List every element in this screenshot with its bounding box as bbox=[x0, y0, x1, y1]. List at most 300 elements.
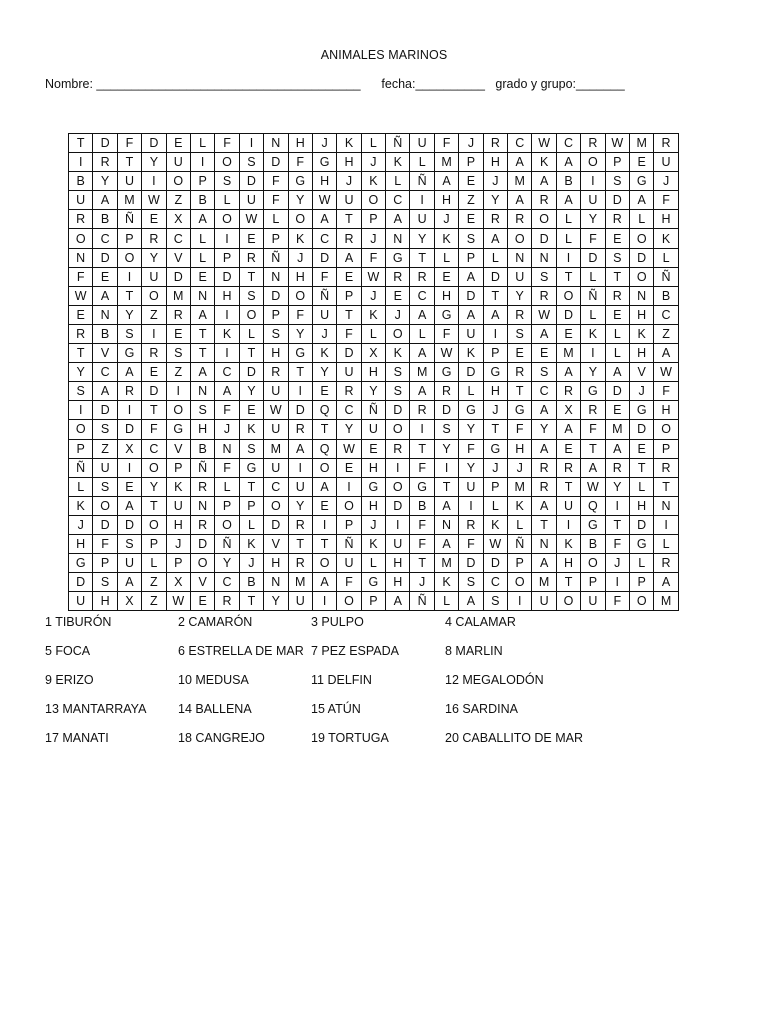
grid-cell[interactable]: R bbox=[142, 229, 166, 248]
grid-cell[interactable]: Ñ bbox=[117, 210, 141, 229]
grid-cell[interactable]: G bbox=[629, 401, 653, 420]
grid-cell[interactable]: J bbox=[629, 382, 653, 401]
grid-cell[interactable]: P bbox=[459, 248, 483, 267]
grid-cell[interactable]: F bbox=[581, 420, 605, 439]
grid-cell[interactable]: M bbox=[556, 344, 580, 363]
grid-cell[interactable]: Q bbox=[312, 439, 336, 458]
grid-cell[interactable]: Y bbox=[532, 420, 556, 439]
grid-cell[interactable]: K bbox=[69, 496, 93, 515]
grid-cell[interactable]: Y bbox=[312, 363, 336, 382]
grid-cell[interactable]: B bbox=[190, 439, 214, 458]
grid-cell[interactable]: J bbox=[386, 305, 410, 324]
grid-cell[interactable]: F bbox=[361, 248, 385, 267]
grid-cell[interactable]: X bbox=[166, 573, 190, 592]
grid-cell[interactable]: L bbox=[410, 153, 434, 172]
grid-cell[interactable]: R bbox=[288, 554, 312, 573]
grid-cell[interactable]: I bbox=[386, 515, 410, 534]
grid-cell[interactable]: N bbox=[264, 573, 288, 592]
grid-cell[interactable]: E bbox=[166, 324, 190, 343]
grid-cell[interactable]: X bbox=[117, 439, 141, 458]
grid-cell[interactable]: A bbox=[288, 439, 312, 458]
grid-cell[interactable]: G bbox=[629, 172, 653, 191]
grid-cell[interactable]: L bbox=[434, 592, 458, 611]
grid-cell[interactable]: Z bbox=[459, 191, 483, 210]
grid-cell[interactable]: S bbox=[264, 324, 288, 343]
grid-cell[interactable]: T bbox=[69, 344, 93, 363]
grid-cell[interactable]: J bbox=[361, 515, 385, 534]
grid-cell[interactable]: A bbox=[312, 210, 336, 229]
grid-cell[interactable]: O bbox=[215, 153, 239, 172]
grid-cell[interactable]: L bbox=[215, 477, 239, 496]
grid-cell[interactable]: D bbox=[629, 248, 653, 267]
grid-cell[interactable]: O bbox=[508, 573, 532, 592]
grid-cell[interactable]: T bbox=[629, 458, 653, 477]
grid-cell[interactable]: A bbox=[434, 534, 458, 553]
grid-cell[interactable]: A bbox=[93, 286, 117, 305]
grid-cell[interactable]: P bbox=[190, 172, 214, 191]
grid-cell[interactable]: S bbox=[605, 172, 629, 191]
grid-cell[interactable]: I bbox=[288, 382, 312, 401]
grid-cell[interactable]: G bbox=[166, 420, 190, 439]
grid-cell[interactable]: T bbox=[605, 267, 629, 286]
grid-cell[interactable]: V bbox=[264, 534, 288, 553]
grid-cell[interactable]: D bbox=[190, 534, 214, 553]
grid-cell[interactable]: O bbox=[215, 210, 239, 229]
grid-cell[interactable]: D bbox=[605, 191, 629, 210]
grid-cell[interactable]: I bbox=[117, 401, 141, 420]
grid-cell[interactable]: G bbox=[361, 573, 385, 592]
grid-cell[interactable]: L bbox=[605, 324, 629, 343]
grid-cell[interactable]: K bbox=[215, 324, 239, 343]
grid-cell[interactable]: J bbox=[215, 420, 239, 439]
grid-cell[interactable]: A bbox=[556, 153, 580, 172]
grid-cell[interactable]: L bbox=[629, 210, 653, 229]
grid-cell[interactable]: U bbox=[117, 554, 141, 573]
grid-cell[interactable]: J bbox=[459, 134, 483, 153]
grid-cell[interactable]: S bbox=[239, 439, 263, 458]
grid-cell[interactable]: Ñ bbox=[508, 534, 532, 553]
grid-cell[interactable]: Ñ bbox=[410, 592, 434, 611]
grid-cell[interactable]: R bbox=[581, 134, 605, 153]
grid-cell[interactable]: A bbox=[434, 172, 458, 191]
grid-cell[interactable]: E bbox=[361, 439, 385, 458]
grid-cell[interactable]: N bbox=[532, 534, 556, 553]
grid-cell[interactable]: Y bbox=[434, 439, 458, 458]
grid-cell[interactable]: B bbox=[556, 172, 580, 191]
grid-cell[interactable]: I bbox=[117, 458, 141, 477]
grid-cell[interactable]: L bbox=[361, 134, 385, 153]
grid-cell[interactable]: L bbox=[190, 229, 214, 248]
grid-cell[interactable]: P bbox=[264, 229, 288, 248]
grid-cell[interactable]: G bbox=[483, 363, 507, 382]
grid-cell[interactable]: G bbox=[288, 172, 312, 191]
grid-cell[interactable]: A bbox=[508, 191, 532, 210]
grid-cell[interactable]: R bbox=[288, 420, 312, 439]
grid-cell[interactable]: Z bbox=[142, 592, 166, 611]
grid-cell[interactable]: L bbox=[69, 477, 93, 496]
grid-cell[interactable]: U bbox=[508, 267, 532, 286]
grid-cell[interactable]: Ñ bbox=[312, 286, 336, 305]
grid-cell[interactable]: L bbox=[629, 477, 653, 496]
grid-cell[interactable]: D bbox=[459, 286, 483, 305]
grid-cell[interactable]: U bbox=[166, 496, 190, 515]
grid-cell[interactable]: C bbox=[556, 134, 580, 153]
grid-cell[interactable]: A bbox=[532, 172, 556, 191]
grid-cell[interactable]: R bbox=[337, 229, 361, 248]
grid-cell[interactable]: Y bbox=[288, 324, 312, 343]
grid-cell[interactable]: R bbox=[508, 210, 532, 229]
grid-cell[interactable]: P bbox=[508, 554, 532, 573]
grid-cell[interactable]: O bbox=[337, 592, 361, 611]
grid-cell[interactable]: D bbox=[288, 401, 312, 420]
grid-cell[interactable]: A bbox=[532, 401, 556, 420]
grid-cell[interactable]: J bbox=[410, 573, 434, 592]
grid-cell[interactable]: F bbox=[654, 191, 678, 210]
grid-cell[interactable]: Y bbox=[117, 305, 141, 324]
grid-cell[interactable]: K bbox=[312, 344, 336, 363]
grid-cell[interactable]: E bbox=[166, 134, 190, 153]
grid-cell[interactable]: Y bbox=[581, 210, 605, 229]
grid-cell[interactable]: E bbox=[312, 382, 336, 401]
grid-cell[interactable]: H bbox=[337, 153, 361, 172]
grid-cell[interactable]: R bbox=[142, 344, 166, 363]
grid-cell[interactable]: R bbox=[508, 305, 532, 324]
grid-cell[interactable]: N bbox=[190, 286, 214, 305]
grid-cell[interactable]: F bbox=[581, 229, 605, 248]
grid-cell[interactable]: F bbox=[264, 191, 288, 210]
grid-cell[interactable]: T bbox=[117, 286, 141, 305]
grid-cell[interactable]: P bbox=[483, 344, 507, 363]
grid-cell[interactable]: E bbox=[117, 477, 141, 496]
grid-cell[interactable]: B bbox=[654, 286, 678, 305]
grid-cell[interactable]: Z bbox=[166, 363, 190, 382]
grid-cell[interactable]: R bbox=[556, 458, 580, 477]
grid-cell[interactable]: A bbox=[605, 439, 629, 458]
grid-cell[interactable]: Ñ bbox=[361, 401, 385, 420]
grid-cell[interactable]: A bbox=[117, 496, 141, 515]
grid-cell[interactable]: S bbox=[459, 229, 483, 248]
grid-cell[interactable]: A bbox=[605, 363, 629, 382]
name-field[interactable]: Nombre: ______________________________________ bbox=[45, 77, 361, 91]
grid-cell[interactable]: A bbox=[410, 382, 434, 401]
grid-cell[interactable]: P bbox=[69, 439, 93, 458]
grid-cell[interactable]: A bbox=[410, 305, 434, 324]
grid-cell[interactable]: P bbox=[166, 458, 190, 477]
grid-cell[interactable]: W bbox=[361, 267, 385, 286]
grid-cell[interactable]: L bbox=[483, 248, 507, 267]
grid-cell[interactable]: U bbox=[337, 191, 361, 210]
grid-cell[interactable]: O bbox=[312, 554, 336, 573]
grid-cell[interactable]: E bbox=[629, 439, 653, 458]
grid-cell[interactable]: Y bbox=[337, 420, 361, 439]
grid-cell[interactable]: E bbox=[556, 439, 580, 458]
grid-cell[interactable]: R bbox=[93, 153, 117, 172]
grid-cell[interactable]: G bbox=[288, 344, 312, 363]
grid-cell[interactable]: O bbox=[288, 286, 312, 305]
grid-cell[interactable]: E bbox=[434, 267, 458, 286]
grid-cell[interactable]: S bbox=[459, 573, 483, 592]
grid-cell[interactable]: C bbox=[215, 363, 239, 382]
grid-cell[interactable]: I bbox=[117, 267, 141, 286]
grid-cell[interactable]: A bbox=[654, 573, 678, 592]
grid-cell[interactable]: T bbox=[581, 439, 605, 458]
grid-cell[interactable]: E bbox=[556, 324, 580, 343]
grid-cell[interactable]: U bbox=[386, 534, 410, 553]
grid-cell[interactable]: F bbox=[337, 573, 361, 592]
grid-cell[interactable]: O bbox=[69, 229, 93, 248]
grid-cell[interactable]: L bbox=[386, 172, 410, 191]
grid-cell[interactable]: I bbox=[312, 515, 336, 534]
grid-cell[interactable]: I bbox=[386, 458, 410, 477]
grid-cell[interactable]: T bbox=[434, 477, 458, 496]
grid-cell[interactable]: D bbox=[483, 554, 507, 573]
grid-cell[interactable]: P bbox=[239, 496, 263, 515]
grid-cell[interactable]: I bbox=[190, 153, 214, 172]
grid-cell[interactable]: K bbox=[654, 229, 678, 248]
grid-cell[interactable]: W bbox=[312, 191, 336, 210]
grid-cell[interactable]: D bbox=[93, 134, 117, 153]
grid-cell[interactable]: P bbox=[117, 229, 141, 248]
grid-cell[interactable]: H bbox=[386, 573, 410, 592]
grid-cell[interactable]: O bbox=[312, 458, 336, 477]
grid-cell[interactable]: O bbox=[215, 515, 239, 534]
grid-cell[interactable]: A bbox=[312, 477, 336, 496]
grid-cell[interactable]: E bbox=[239, 229, 263, 248]
grid-cell[interactable]: I bbox=[581, 344, 605, 363]
grid-cell[interactable]: P bbox=[361, 210, 385, 229]
grid-cell[interactable]: P bbox=[215, 496, 239, 515]
grid-cell[interactable]: A bbox=[459, 305, 483, 324]
grid-cell[interactable]: Z bbox=[166, 191, 190, 210]
grid-cell[interactable]: E bbox=[337, 267, 361, 286]
grid-cell[interactable]: C bbox=[166, 229, 190, 248]
grid-cell[interactable]: A bbox=[532, 554, 556, 573]
grid-cell[interactable]: E bbox=[190, 592, 214, 611]
grid-cell[interactable]: B bbox=[410, 496, 434, 515]
grid-cell[interactable]: R bbox=[483, 134, 507, 153]
grid-cell[interactable]: S bbox=[239, 153, 263, 172]
grid-cell[interactable]: K bbox=[434, 229, 458, 248]
grid-cell[interactable]: Ñ bbox=[190, 458, 214, 477]
grid-cell[interactable]: T bbox=[337, 210, 361, 229]
grid-cell[interactable]: L bbox=[239, 324, 263, 343]
grid-cell[interactable]: D bbox=[581, 248, 605, 267]
grid-cell[interactable]: T bbox=[142, 496, 166, 515]
grid-cell[interactable]: Ñ bbox=[264, 248, 288, 267]
grid-cell[interactable]: L bbox=[654, 534, 678, 553]
grid-cell[interactable]: N bbox=[386, 229, 410, 248]
grid-cell[interactable]: T bbox=[239, 592, 263, 611]
grid-cell[interactable]: V bbox=[190, 573, 214, 592]
grid-cell[interactable]: L bbox=[483, 496, 507, 515]
grid-cell[interactable]: R bbox=[605, 210, 629, 229]
grid-cell[interactable]: C bbox=[264, 477, 288, 496]
grid-cell[interactable]: K bbox=[337, 134, 361, 153]
grid-cell[interactable]: L bbox=[190, 248, 214, 267]
grid-cell[interactable]: T bbox=[69, 134, 93, 153]
grid-cell[interactable]: R bbox=[532, 191, 556, 210]
grid-cell[interactable]: H bbox=[483, 153, 507, 172]
grid-cell[interactable]: A bbox=[581, 458, 605, 477]
grid-cell[interactable]: E bbox=[142, 210, 166, 229]
grid-cell[interactable]: R bbox=[166, 305, 190, 324]
grade-group-field[interactable]: grado y grupo:_______ bbox=[495, 77, 625, 91]
grid-cell[interactable]: T bbox=[190, 324, 214, 343]
grid-cell[interactable]: N bbox=[264, 134, 288, 153]
grid-cell[interactable]: H bbox=[434, 191, 458, 210]
grid-cell[interactable]: C bbox=[386, 191, 410, 210]
grid-cell[interactable]: J bbox=[312, 134, 336, 153]
grid-cell[interactable]: I bbox=[215, 229, 239, 248]
grid-cell[interactable]: T bbox=[117, 153, 141, 172]
grid-cell[interactable]: T bbox=[605, 515, 629, 534]
grid-cell[interactable]: C bbox=[312, 229, 336, 248]
grid-cell[interactable]: W bbox=[264, 401, 288, 420]
grid-cell[interactable]: S bbox=[386, 363, 410, 382]
grid-cell[interactable]: D bbox=[264, 515, 288, 534]
grid-cell[interactable]: R bbox=[190, 477, 214, 496]
grid-cell[interactable]: J bbox=[69, 515, 93, 534]
grid-cell[interactable]: W bbox=[166, 592, 190, 611]
grid-cell[interactable]: J bbox=[288, 248, 312, 267]
grid-cell[interactable]: I bbox=[142, 324, 166, 343]
grid-cell[interactable]: U bbox=[337, 554, 361, 573]
grid-cell[interactable]: T bbox=[410, 439, 434, 458]
grid-cell[interactable]: L bbox=[434, 248, 458, 267]
grid-cell[interactable]: F bbox=[337, 324, 361, 343]
grid-cell[interactable]: R bbox=[410, 267, 434, 286]
grid-cell[interactable]: L bbox=[190, 134, 214, 153]
grid-cell[interactable]: Y bbox=[142, 248, 166, 267]
grid-cell[interactable]: A bbox=[117, 573, 141, 592]
grid-cell[interactable]: D bbox=[532, 229, 556, 248]
grid-cell[interactable]: O bbox=[166, 172, 190, 191]
grid-cell[interactable]: R bbox=[605, 458, 629, 477]
grid-cell[interactable]: D bbox=[93, 401, 117, 420]
grid-cell[interactable]: F bbox=[459, 439, 483, 458]
grid-cell[interactable]: R bbox=[337, 382, 361, 401]
grid-cell[interactable]: K bbox=[386, 344, 410, 363]
grid-cell[interactable]: K bbox=[581, 324, 605, 343]
grid-cell[interactable]: M bbox=[508, 172, 532, 191]
grid-cell[interactable]: Y bbox=[581, 363, 605, 382]
grid-cell[interactable]: F bbox=[264, 172, 288, 191]
grid-cell[interactable]: L bbox=[508, 515, 532, 534]
grid-cell[interactable]: E bbox=[93, 267, 117, 286]
grid-cell[interactable]: I bbox=[239, 134, 263, 153]
date-field[interactable]: fecha:__________ bbox=[381, 77, 485, 91]
grid-cell[interactable]: U bbox=[556, 496, 580, 515]
grid-cell[interactable]: G bbox=[410, 477, 434, 496]
grid-cell[interactable]: U bbox=[69, 191, 93, 210]
grid-cell[interactable]: P bbox=[581, 573, 605, 592]
grid-cell[interactable]: N bbox=[93, 305, 117, 324]
grid-cell[interactable]: T bbox=[239, 477, 263, 496]
grid-cell[interactable]: O bbox=[142, 515, 166, 534]
grid-cell[interactable]: J bbox=[361, 286, 385, 305]
grid-cell[interactable]: D bbox=[239, 363, 263, 382]
grid-cell[interactable]: A bbox=[190, 363, 214, 382]
grid-cell[interactable]: I bbox=[337, 477, 361, 496]
grid-cell[interactable]: W bbox=[239, 210, 263, 229]
grid-cell[interactable]: S bbox=[93, 477, 117, 496]
grid-cell[interactable]: G bbox=[312, 153, 336, 172]
grid-cell[interactable]: N bbox=[532, 248, 556, 267]
grid-cell[interactable]: H bbox=[264, 344, 288, 363]
grid-cell[interactable]: X bbox=[117, 592, 141, 611]
grid-cell[interactable]: Y bbox=[142, 477, 166, 496]
grid-cell[interactable]: C bbox=[93, 229, 117, 248]
grid-cell[interactable]: D bbox=[69, 573, 93, 592]
grid-cell[interactable]: D bbox=[386, 401, 410, 420]
grid-cell[interactable]: I bbox=[312, 592, 336, 611]
grid-cell[interactable]: S bbox=[190, 401, 214, 420]
grid-cell[interactable]: I bbox=[434, 458, 458, 477]
grid-cell[interactable]: Ñ bbox=[215, 534, 239, 553]
grid-cell[interactable]: D bbox=[264, 153, 288, 172]
grid-cell[interactable]: U bbox=[239, 191, 263, 210]
grid-cell[interactable]: A bbox=[93, 382, 117, 401]
grid-cell[interactable]: U bbox=[264, 382, 288, 401]
grid-cell[interactable]: D bbox=[459, 554, 483, 573]
grid-cell[interactable]: H bbox=[288, 267, 312, 286]
grid-cell[interactable]: O bbox=[508, 229, 532, 248]
grid-cell[interactable]: F bbox=[288, 305, 312, 324]
grid-cell[interactable]: H bbox=[312, 172, 336, 191]
grid-cell[interactable]: U bbox=[410, 210, 434, 229]
grid-cell[interactable]: N bbox=[190, 382, 214, 401]
grid-cell[interactable]: J bbox=[483, 458, 507, 477]
grid-cell[interactable]: M bbox=[117, 191, 141, 210]
grid-cell[interactable]: D bbox=[605, 382, 629, 401]
grid-cell[interactable]: K bbox=[483, 515, 507, 534]
grid-cell[interactable]: P bbox=[459, 153, 483, 172]
grid-cell[interactable]: R bbox=[654, 458, 678, 477]
grid-cell[interactable]: G bbox=[434, 363, 458, 382]
grid-cell[interactable]: L bbox=[605, 344, 629, 363]
grid-cell[interactable]: A bbox=[556, 420, 580, 439]
grid-cell[interactable]: D bbox=[434, 401, 458, 420]
grid-cell[interactable]: Y bbox=[288, 496, 312, 515]
grid-cell[interactable]: O bbox=[142, 458, 166, 477]
grid-cell[interactable]: O bbox=[288, 210, 312, 229]
grid-cell[interactable]: T bbox=[239, 344, 263, 363]
grid-cell[interactable]: R bbox=[386, 267, 410, 286]
grid-cell[interactable]: W bbox=[69, 286, 93, 305]
grid-cell[interactable]: F bbox=[142, 420, 166, 439]
grid-cell[interactable]: E bbox=[459, 172, 483, 191]
grid-cell[interactable]: G bbox=[69, 554, 93, 573]
grid-cell[interactable]: E bbox=[142, 363, 166, 382]
grid-cell[interactable]: H bbox=[629, 344, 653, 363]
grid-cell[interactable]: Y bbox=[69, 363, 93, 382]
grid-cell[interactable]: Ñ bbox=[386, 134, 410, 153]
grid-cell[interactable]: L bbox=[410, 324, 434, 343]
grid-cell[interactable]: A bbox=[117, 363, 141, 382]
grid-cell[interactable]: I bbox=[459, 496, 483, 515]
grid-cell[interactable]: J bbox=[483, 172, 507, 191]
grid-cell[interactable]: O bbox=[629, 267, 653, 286]
grid-cell[interactable]: F bbox=[434, 324, 458, 343]
grid-cell[interactable]: Y bbox=[410, 229, 434, 248]
grid-cell[interactable]: U bbox=[117, 172, 141, 191]
grid-cell[interactable]: O bbox=[190, 554, 214, 573]
grid-cell[interactable]: R bbox=[117, 382, 141, 401]
grid-cell[interactable]: G bbox=[581, 515, 605, 534]
grid-cell[interactable]: L bbox=[556, 210, 580, 229]
grid-cell[interactable]: A bbox=[459, 592, 483, 611]
grid-cell[interactable]: O bbox=[239, 305, 263, 324]
